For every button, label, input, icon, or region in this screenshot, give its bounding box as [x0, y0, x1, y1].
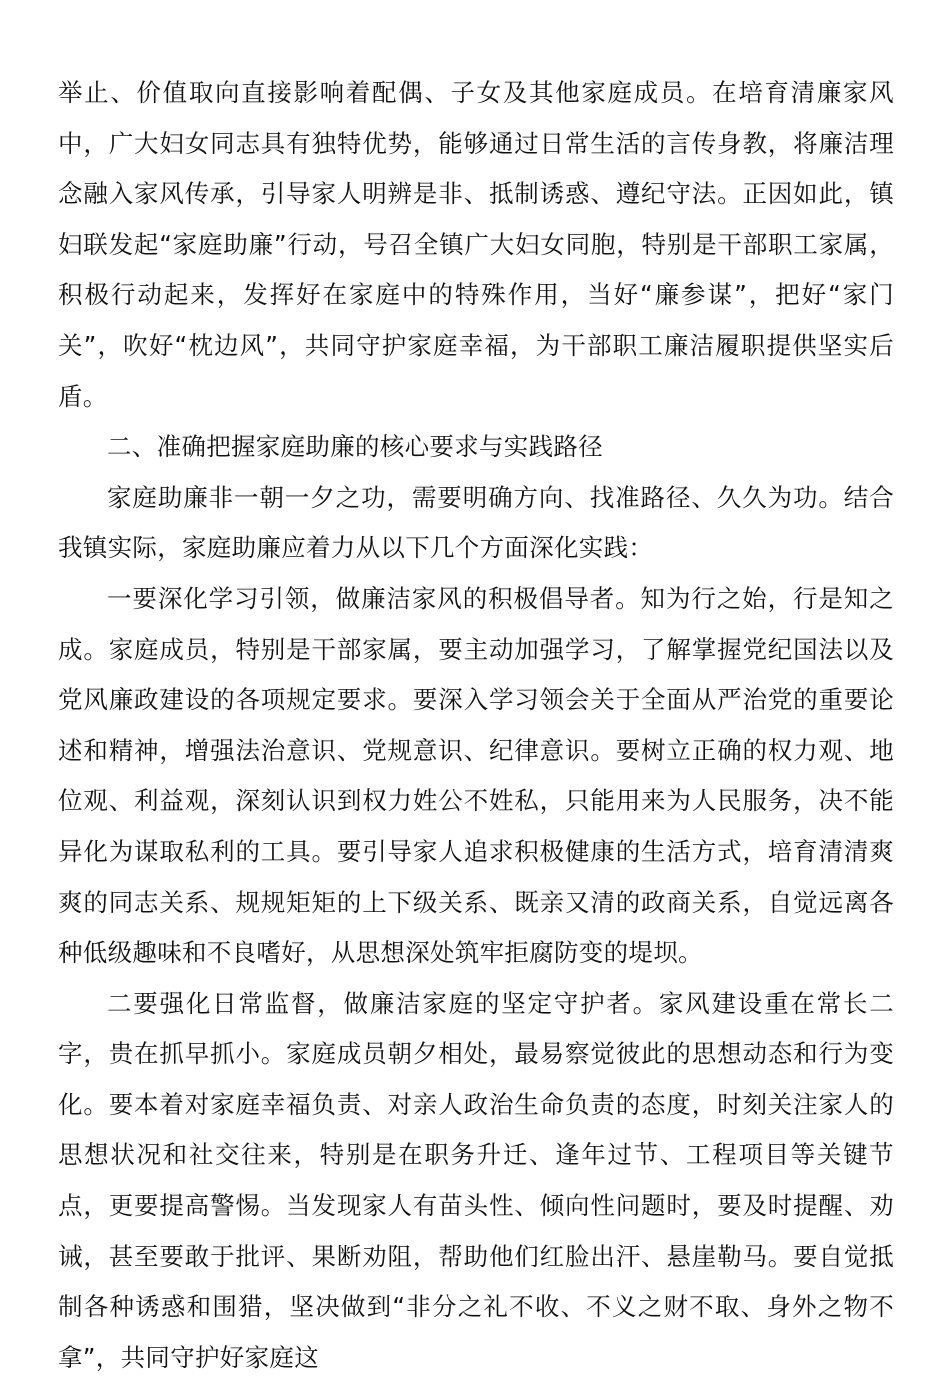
document-body	[58, 68, 894, 1383]
section-heading: 二、准确把握家庭助廉的核心要求与实践路径	[107, 432, 603, 462]
paragraph-continuation: 举止、价值取向直接影响着配偶、子女及其他家庭成员。在培育清廉家风中，广大妇女同志具有独特优势，能够通过日常生活的言传身教，将廉洁理念融入家风传承，引导家人明辨是非、抵制诱惑、遵纪守法。正因如此，镇妇联发起“家庭助廉”行动，号召全镇广大妇女同胞，特别是干部职工家属，积极行动起来，发挥好在家庭中的特殊作用，当好“廉参谋”，把好“家门关”，吹好“枕边风”，共同守护家庭幸福，为干部职工廉洁履职提供坚实后盾。	[58, 78, 894, 411]
paragraph-point-one: 一要深化学习引领，做廉洁家风的积极倡导者。知为行之始，行是知之成。家庭成员，特别是干部家属，要主动加强学习，了解掌握党纪国法以及党风廉政建设的各项规定要求。要深入学习领会关于全面从严治党的重要论述和精神，增强法治意识、党规意识、纪律意识。要树立正确的权力观、地位观、利益观，深刻认识到权力姓公不姓私，只能用来为人民服务，决不能异化为谋取私利的工具。要引导家人追求积极健康的生活方式，培育清清爽爽的同志关系、规规矩矩的上下级关系、既亲又清的政商关系，自觉远离各种低级趣味和不良嗜好，从思想深处筑牢拒腐防变的堤坝。	[58, 583, 894, 968]
paragraph-point-two: 二要强化日常监督，做廉洁家庭的坚定守护者。家风建设重在常长二字，贵在抓早抓小。家庭成员朝夕相处，最易察觉彼此的思想动态和行为变化。要本着对家庭幸福负责、对亲人政治生命负责的态度，时刻关注家人的思想状况和社交往来，特别是在职务升迁、逢年过节、工程项目等关键节点，更要提高警惕。当发现家人有苗头性、倾向性问题时，要及时提醒、劝诫，甚至要敢于批评、果断劝阻，帮助他们红脸出汗、悬崖勒马。要自觉抵制各种诱惑和围猎，坚决做到“非分之礼不收、不义之财不取、身外之物不拿”，共同守护好家庭这	[58, 988, 894, 1372]
paragraph-intro: 家庭助廉非一朝一夕之功，需要明确方向、找准路径、久久为功。结合我镇实际，家庭助廉应着力从以下几个方面深化实践：	[58, 482, 894, 563]
